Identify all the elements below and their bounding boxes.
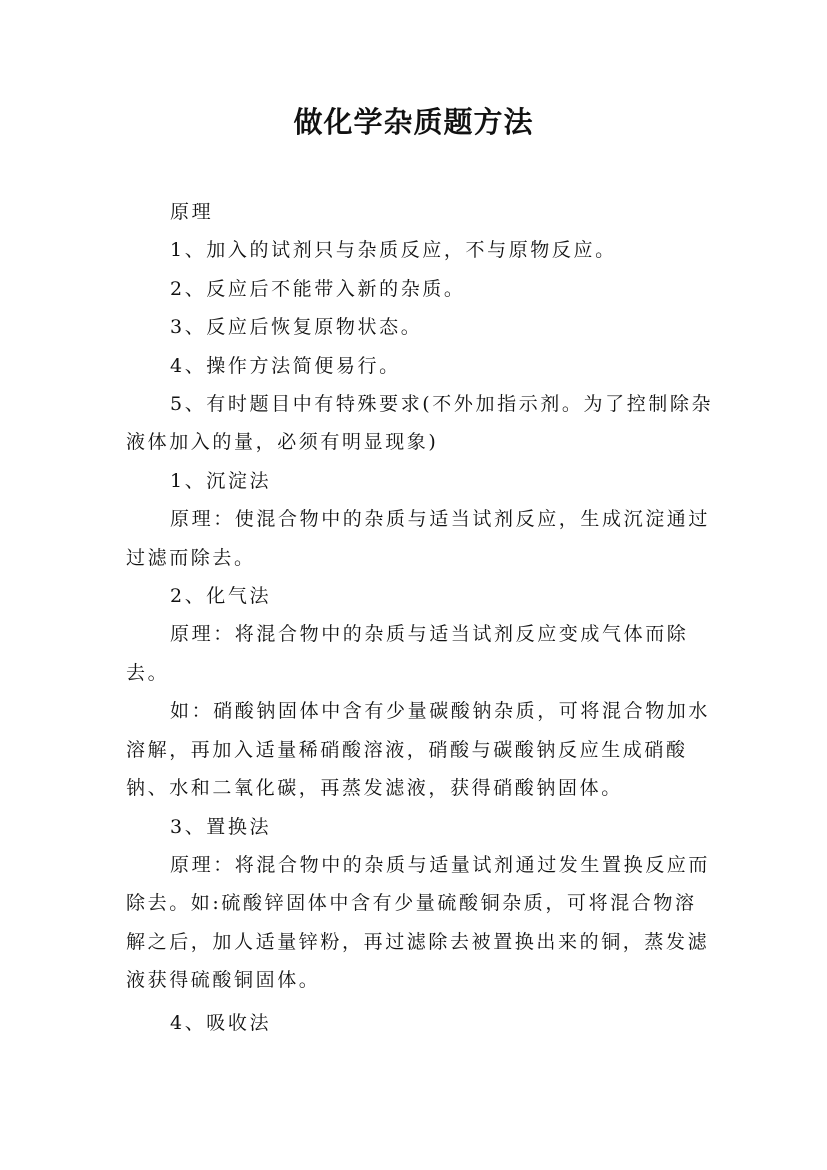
paragraph-principle-2: 2、反应后不能带入新的杂质。	[170, 277, 466, 300]
section-heading-absorption: 4、吸收法	[170, 1011, 272, 1034]
section-heading-precipitation: 1、沉淀法	[170, 469, 272, 492]
paragraph-principle-heading: 原理	[170, 201, 214, 223]
paragraph-principle-4: 4、操作方法简便易行。	[170, 354, 401, 377]
paragraph-gasification-principle: 原理：将混合物中的杂质与适当试剂反应变成气体而除去。	[126, 623, 689, 684]
paragraph-displacement-principle: 原理：将混合物中的杂质与适量试剂通过发生置换反应而除去。如:硫酸锌固体中含有少量硫酸铜杂质，可将混合物溶解之后，加人适量锌粉，再过滤除去被置换出来的铜，蒸发滤液获得硫酸铜固体。	[126, 853, 711, 992]
paragraph-principle-5: 5、有时题目中有特殊要求(不外加指示剂。为了控制除杂液体加入的量，必须有明显现象)	[126, 393, 714, 454]
paragraph-principle-3: 3、反应后恢复原物状态。	[170, 316, 423, 339]
paragraph-gasification-example: 如：硝酸钠固体中含有少量碳酸钠杂质，可将混合物加水溶解，再加入适量稀硝酸溶液，硝酸与碳酸钠反应生成硝酸钠、水和二氧化碳，再蒸发滤液，获得硝酸钠固体。	[126, 700, 711, 800]
document-body	[126, 193, 716, 1042]
paragraph-precipitation-principle: 原理：使混合物中的杂质与适当试剂反应，生成沉淀通过过滤而除去。	[126, 508, 711, 569]
section-heading-displacement: 3、置换法	[170, 815, 272, 838]
paragraph-principle-1: 1、加入的试剂只与杂质反应，不与原物反应。	[170, 239, 617, 262]
section-heading-gasification: 2、化气法	[170, 585, 272, 608]
document-title: 做化学杂质题方法	[293, 105, 534, 139]
